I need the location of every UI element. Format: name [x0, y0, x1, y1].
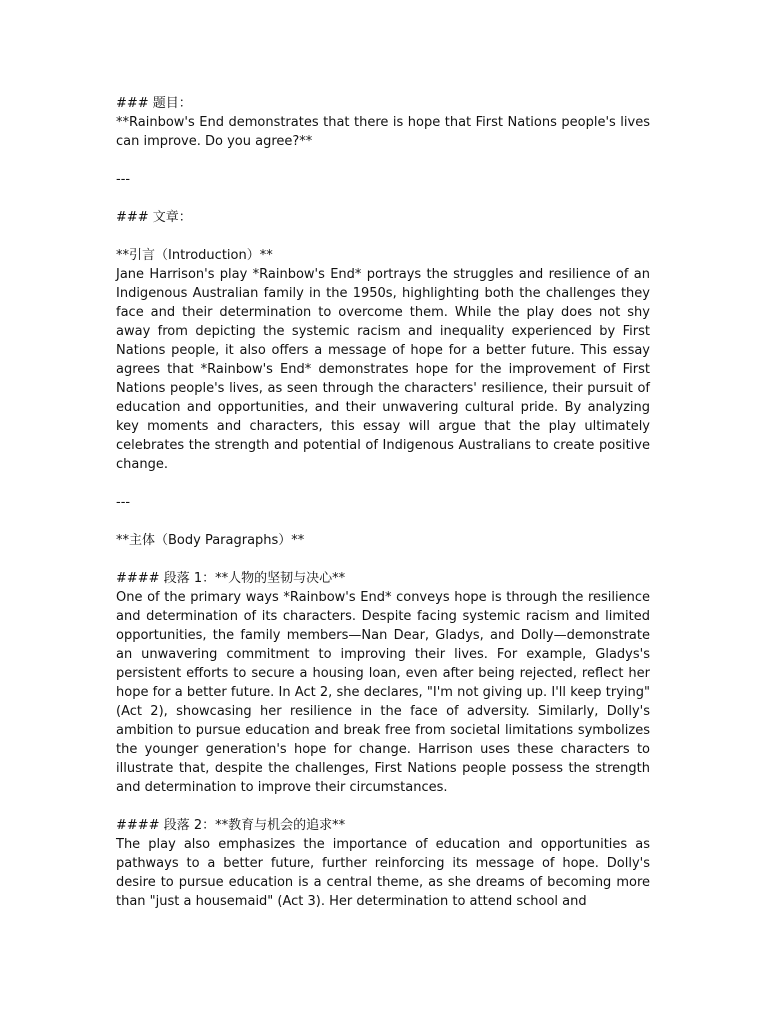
spacer	[116, 474, 650, 493]
paragraph-1-heading: #### 段落 1：**人物的坚韧与决心**	[116, 571, 346, 586]
title-heading: ### 题目：	[116, 96, 192, 111]
horizontal-rule: ---	[116, 495, 131, 510]
paragraph-2-heading: #### 段落 2：**教育与机会的追求**	[116, 818, 346, 833]
horizontal-rule: ---	[116, 172, 131, 187]
spacer	[116, 227, 650, 246]
introduction-heading: **引言（Introduction）**	[116, 248, 273, 263]
spacer	[116, 189, 650, 208]
spacer	[116, 512, 650, 531]
paragraph-2: The play also emphasizes the importance of education and opportunities as pathways to a better future, further reinforcing its message of hope. Dolly's desire to pursue education is a central theme, as she dreams of becoming more than "just a housemaid" (Act 3). Her determination to attend school and	[116, 837, 650, 909]
document-body	[116, 94, 650, 911]
body-heading: **主体（Body Paragraphs）**	[116, 533, 305, 548]
spacer	[116, 550, 650, 569]
essay-heading: ### 文章：	[116, 210, 192, 225]
spacer	[116, 797, 650, 816]
introduction-paragraph: Jane Harrison's play *Rainbow's End* portrays the struggles and resilience of an Indigenous Australian family in the 1950s, highlighting both the challenges they face and their determination to overcome them. While the play does not shy away from depicting the systemic racism and inequality experienced by First Nations people, it also offers a message of hope for a better future. This essay agrees that *Rainbow's End* demonstrates hope for the improvement of First Nations people's lives, as seen through the characters' resilience, their pursuit of education and opportunities, and their unwavering cultural pride. By analyzing key moments and characters, this essay will argue that the play ultimately celebrates the strength and potential of Indigenous Australians to create positive change.	[116, 267, 650, 472]
spacer	[116, 151, 650, 170]
paragraph-1: One of the primary ways *Rainbow's End* conveys hope is through the resilience and determination of its characters. Despite facing systemic racism and limited opportunities, the family members—Nan Dear, Gladys, and Dolly—demonstrate an unwavering commitment to improving their lives. For example, Gladys's persistent efforts to secure a housing loan, even after being rejected, reflect her hope for a better future. In Act 2, she declares, "I'm not giving up. I'll keep trying" (Act 2), showcasing her resilience in the face of adversity. Similarly, Dolly's ambition to pursue education and break free from societal limitations symbolizes the younger generation's hope for change. Harrison uses these characters to illustrate that, despite the challenges, First Nations people possess the strength and determination to improve their circumstances.	[116, 590, 650, 795]
essay-prompt: **Rainbow's End demonstrates that there is hope that First Nations people's lives can improve. Do you agree?**	[116, 115, 650, 149]
